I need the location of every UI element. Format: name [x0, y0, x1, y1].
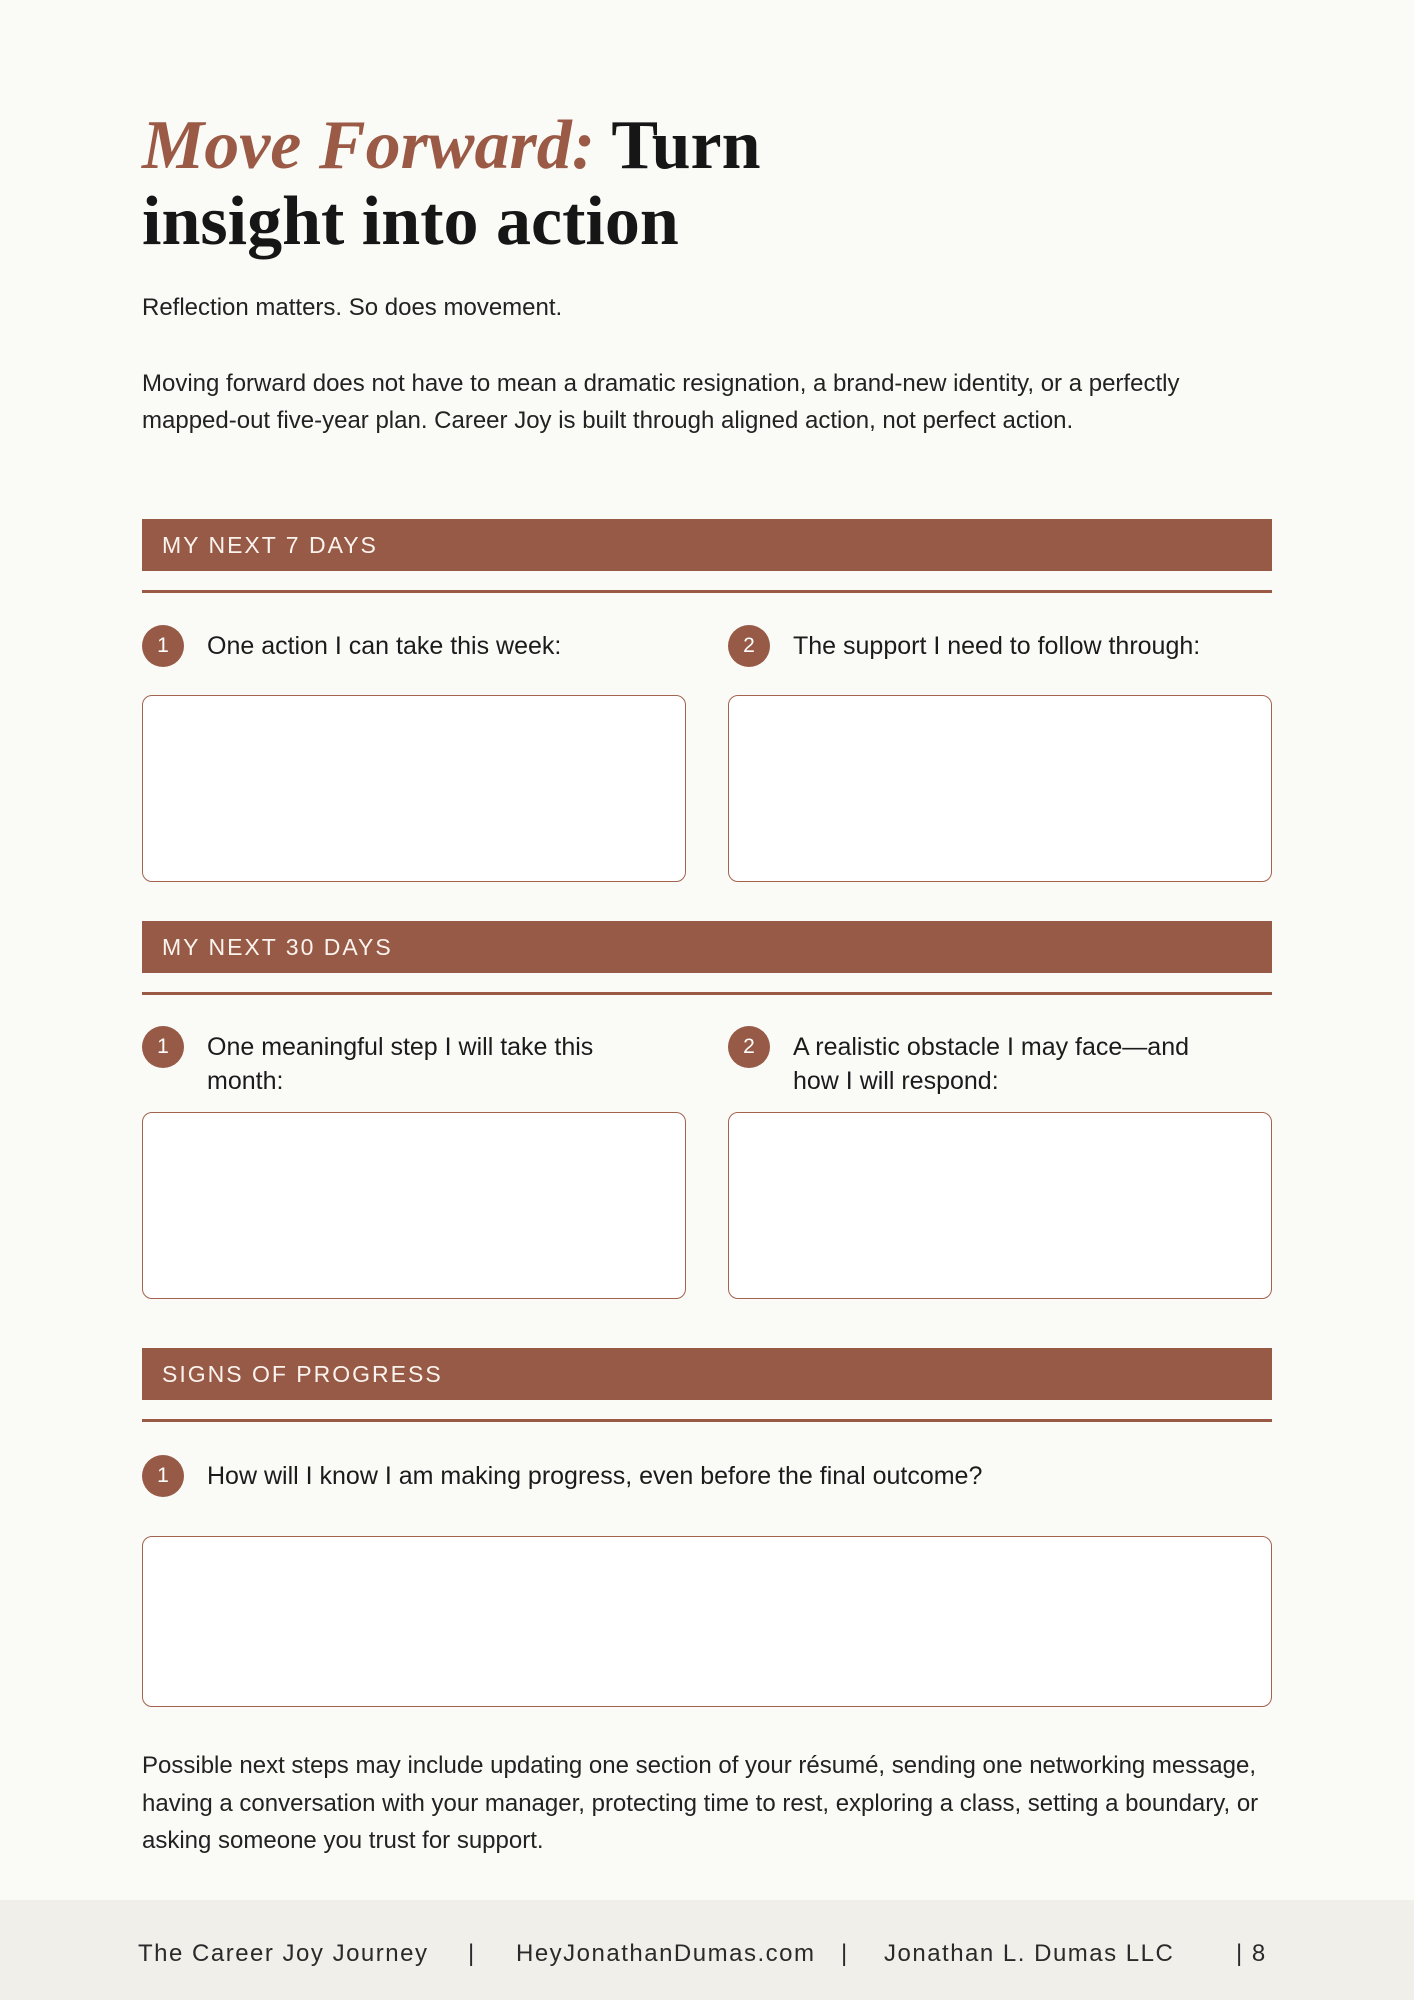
- footer-website[interactable]: HeyJonathanDumas.com: [516, 1940, 816, 1967]
- number-badge: 1: [142, 1455, 184, 1497]
- section-divider: [142, 992, 1272, 995]
- prompt-label: One action I can take this week:: [207, 632, 562, 660]
- answer-box-30-days-2[interactable]: [728, 1112, 1272, 1299]
- section-heading-next-7-days: MY NEXT 7 DAYS: [142, 519, 1272, 571]
- answer-box-30-days-1[interactable]: [142, 1112, 686, 1299]
- footer-separator: |: [468, 1940, 476, 1967]
- page-title: [142, 108, 842, 260]
- prompt-7-days-1: [142, 625, 682, 667]
- prompt-30-days-2: [728, 1026, 1238, 1098]
- number-badge: 1: [142, 1026, 184, 1068]
- number-badge: 1: [142, 625, 184, 667]
- prompt-7-days-2: [728, 625, 1268, 667]
- footer-series: The Career Joy Journey: [138, 1940, 429, 1967]
- title-rest: Turn: [611, 107, 761, 184]
- prompt-label: One meaningful step I will take this month:: [207, 1033, 594, 1095]
- number-badge: 2: [728, 625, 770, 667]
- page-footer: [0, 1900, 1414, 2000]
- prompt-progress-1: [142, 1455, 1272, 1497]
- answer-box-7-days-2[interactable]: [728, 695, 1272, 882]
- section-heading-next-30-days: MY NEXT 30 DAYS: [142, 921, 1272, 973]
- number-badge: 2: [728, 1026, 770, 1068]
- prompt-label: How will I know I am making progress, even before the final outcome?: [207, 1462, 983, 1490]
- answer-box-progress[interactable]: [142, 1536, 1272, 1707]
- answer-box-7-days-1[interactable]: [142, 695, 686, 882]
- prompt-label: The support I need to follow through:: [793, 632, 1201, 660]
- footer-company: Jonathan L. Dumas LLC: [884, 1940, 1175, 1967]
- section-heading-signs-of-progress: SIGNS OF PROGRESS: [142, 1348, 1272, 1400]
- prompt-30-days-1: [142, 1026, 602, 1098]
- prompt-label: A realistic obstacle I may face—and how I will respond:: [793, 1033, 1190, 1095]
- footer-separator: |: [841, 1940, 849, 1967]
- title-accent: Move Forward:: [142, 107, 596, 184]
- intro-lead: Reflection matters. So does movement.: [142, 294, 563, 321]
- intro-body: Moving forward does not have to mean a dramatic resignation, a brand-new identity, or a perfectly mapped-out five-year plan. Career Joy is built through aligned action, not perfect action.: [142, 370, 1180, 434]
- section-divider: [142, 1419, 1272, 1422]
- section-divider: [142, 590, 1272, 593]
- title-line-2: insight into action: [142, 183, 679, 260]
- page-number: | 8: [1236, 1940, 1267, 1967]
- closing-paragraph: Possible next steps may include updating one section of your résumé, sending one networking message, having a conversation with your manager, protecting time to rest, exploring a class, setting a boundary, or asking someone you trust for support.: [142, 1752, 1259, 1854]
